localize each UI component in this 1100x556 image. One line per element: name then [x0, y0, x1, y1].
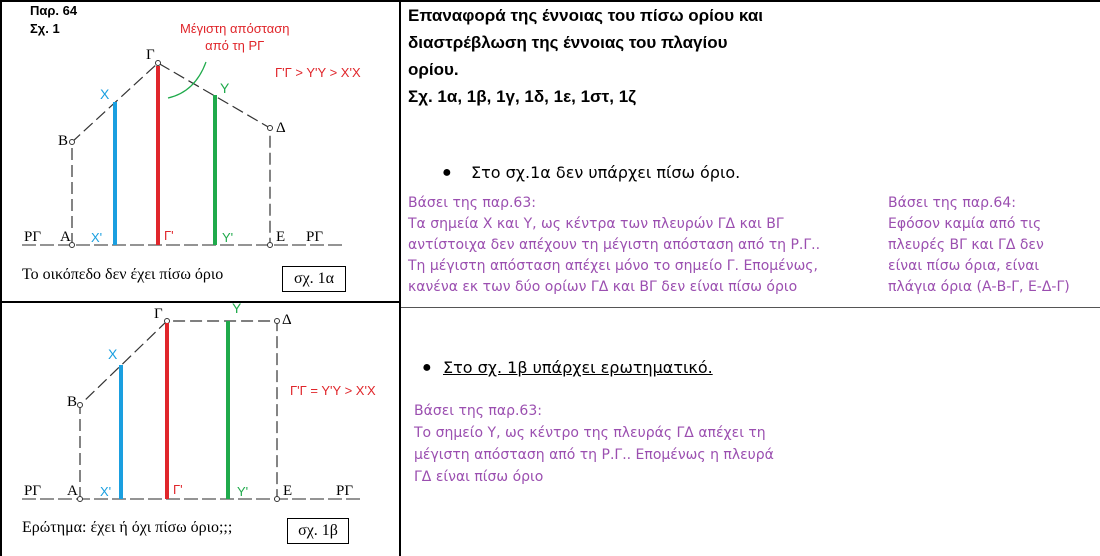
label-g-prime-bottom: Γ'	[173, 482, 183, 497]
label-y: Υ	[220, 80, 230, 96]
par-label: Παρ. 64	[30, 3, 78, 18]
vertex-a-bottom	[78, 497, 83, 502]
label-e-bottom: Ε	[283, 483, 293, 499]
label-b: Β	[58, 133, 69, 149]
heading-line-3: ορίου.	[408, 60, 459, 79]
fig-box-1b: σχ. 1β	[287, 518, 349, 544]
label-g: Γ	[146, 47, 155, 63]
vertex-g-bottom	[165, 319, 170, 324]
section2-line-1: Το σημείο Υ, ως κέντρο της πλευράς ΓΔ απέχει τη	[414, 425, 766, 441]
label-b-bottom: Β	[67, 394, 78, 410]
heading-line-2: διαστρέβλωση της έννοιας του πλαγίου	[408, 33, 728, 52]
label-rg-left-bottom: ΡΓ	[24, 483, 42, 499]
label-a: Α	[60, 229, 71, 245]
bottom-diagram	[0, 0, 400, 556]
horizontal-divider-right	[401, 307, 1100, 308]
label-rg-right-bottom: ΡΓ	[336, 483, 354, 499]
comparison-top: Γ'Γ > Υ'Υ > Χ'Χ	[275, 65, 361, 80]
section1-right-line-2: πλευρές ΒΓ και ΓΔ δεν	[888, 237, 1044, 253]
section1-right-line-3: είναι πίσω όρια, είναι	[888, 258, 1040, 274]
comparison-bottom: Γ'Γ = Υ'Υ > Χ'Χ	[290, 383, 376, 398]
bullet-dot-1: ●	[442, 164, 452, 181]
label-y-prime: Υ'	[222, 230, 234, 245]
section1-left-line-3: Τη μέγιστη απόσταση απέχει μόνο το σημείο Γ. Επομένως,	[408, 258, 818, 274]
label-x-prime-bottom: Χ'	[100, 484, 112, 499]
caption-bottom: Ερώτημα: έχει ή όχι πίσω όριο;;;	[22, 519, 233, 536]
label-y-prime-bottom: Υ'	[237, 484, 249, 499]
section2-line-2: μέγιστη απόσταση από τη Ρ.Γ.. Επομένως η πλευρά	[414, 447, 774, 463]
heading-line-4: Σχ. 1α, 1β, 1γ, 1δ, 1ε, 1στ, 1ζ	[408, 87, 636, 106]
label-a-bottom: Α	[67, 483, 78, 499]
label-e: Ε	[276, 229, 286, 245]
label-d-bottom: Δ	[282, 312, 292, 328]
label-d: Δ	[276, 120, 286, 136]
bullet-text-2: Στο σχ. 1β υπάρχει ερωτηματικό.	[443, 358, 713, 377]
section1-right-line-4: πλάγια όρια (Α-Β-Γ, Ε-Δ-Γ)	[888, 279, 1070, 295]
label-x-prime: Χ'	[91, 230, 103, 245]
label-g-prime: Γ'	[164, 228, 174, 243]
label-rg-left: ΡΓ	[24, 229, 42, 245]
fig-label: Σχ. 1	[30, 21, 60, 36]
label-rg-right: ΡΓ	[306, 229, 324, 245]
vertex-b-bottom	[78, 403, 83, 408]
fig-box-1a: σχ. 1α	[282, 266, 346, 292]
max-distance-note: Μέγιστη απόσταση από τη ΡΓ	[180, 21, 290, 53]
vertex-e-bottom	[275, 497, 280, 502]
label-g-bottom: Γ	[154, 306, 163, 322]
section1-right-line-0: Βάσει της παρ.64:	[888, 195, 1016, 211]
label-x-bottom: Χ	[108, 346, 118, 362]
heading-line-1: Επαναφορά της έννοιας του πίσω ορίου και	[408, 6, 763, 25]
label-y-bottom: Υ	[232, 300, 242, 316]
label-x: Χ	[100, 86, 110, 102]
section1-left-line-0: Βάσει της παρ.63:	[408, 195, 536, 211]
section1-left-line-2: αντίστοιχα δεν απέχουν τη μέγιστη απόσταση από τη Ρ.Γ..	[408, 237, 821, 253]
section1-right-line-1: Εφόσον καμία από τις	[888, 216, 1042, 232]
caption-top: Το οικόπεδο δεν έχει πίσω όριο	[22, 266, 224, 283]
section1-left-line-1: Τα σημεία Χ και Υ, ως κέντρα των πλευρών ΓΔ και ΒΓ	[408, 216, 784, 232]
section2-line-0: Βάσει της παρ.63:	[414, 403, 542, 419]
section1-left-line-4: κανένα εκ των δύο ορίων ΓΔ και ΒΓ δεν είναι πίσω όριο	[408, 279, 798, 295]
bullet-text-1: Στο σχ.1α δεν υπάρχει πίσω όριο.	[471, 163, 741, 182]
vertex-d-bottom	[275, 319, 280, 324]
section2-line-3: ΓΔ είναι πίσω όριο	[414, 469, 544, 485]
bullet-dot-2: ●	[422, 359, 432, 376]
